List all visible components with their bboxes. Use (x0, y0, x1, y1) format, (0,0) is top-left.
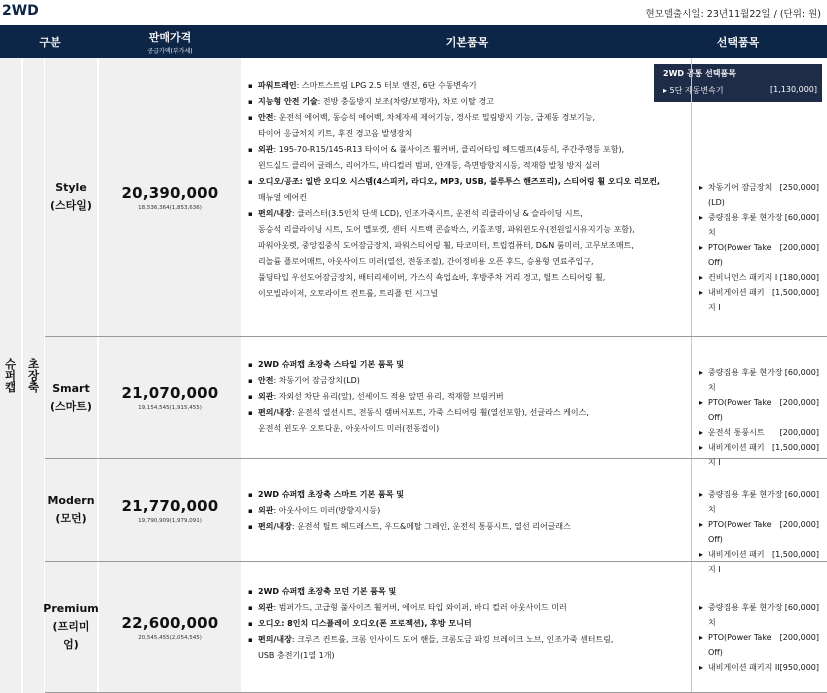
basic-items: ▪ 2WD 슈퍼캡 초장축 스타일 기본 품목 및 ▪ 안전: 차동기어 잠금장치(LD) ▪ 외관: 자외선 차단 유리(앞), 선세이드 적용 앞면 유리, 적재함 브림커버 ▪ 편의/내장: 운전석 열선시트, 전동식 램버서포트, 가죽 스티어링 휠(열선포함), 선글라스 케이스, 운전석 윈도우 오토다운, 아웃사이드 미러(전동접이) (243, 337, 692, 458)
release-meta: 현모델출시일: 23년11월22일 / (단위: 원) (645, 9, 821, 20)
basic-item: ▪ 2WD 슈퍼캡 초장축 스마트 기본 품목 및 (248, 487, 571, 503)
common-option-item: ▸ 5단 자동변속기 [1,130,000] (663, 85, 817, 95)
header-basic: 기본품목 (445, 35, 489, 49)
header-options: 선택품목 (716, 35, 760, 49)
trim-price: 20,390,000 18,536,364(1,853,636) (99, 58, 241, 336)
group-supercab: 슈퍼캡 (0, 58, 21, 693)
basic-item: ▪ 파워트레인: 스마트스트림 LPG 2.5 터보 엔진, 6단 수동변속기 (248, 78, 660, 94)
option-item: ▸ PTO(Power Take Off) [200,000] (699, 240, 819, 270)
basic-item: ▪ 외관: 195-70-R15/145-R13 타이어 & 풀사이즈 휠커버, 클리어타입 헤드램프(4등식, 주간주행등 포함), (248, 142, 660, 158)
option-item: ▸ 내비게이션 패키지 I [1,500,000] (699, 547, 819, 577)
table-header (0, 25, 827, 58)
option-items (699, 562, 819, 692)
trim-price: 21,770,000 19,790,909(1,979,091) (99, 459, 241, 561)
trim-name: Smart (스마트) (45, 337, 97, 458)
option-items (699, 337, 819, 467)
group-long-wheelbase: 초장축 (23, 58, 44, 693)
trim-row-smart (45, 337, 827, 467)
option-item: ▸ 중량짐용 후륜 현가장치 [60,000] (699, 600, 819, 630)
basic-item: ▪ 2WD 슈퍼캡 초장축 모던 기본 품목 및 (248, 584, 613, 600)
common-options-title: 2WD 공통 선택품목 (663, 69, 736, 78)
option-item: ▸ 차동기어 잠금장치(LD) [250,000] (699, 180, 819, 210)
trim-price: 21,070,000 19,154,545(1,915,455) (99, 337, 241, 458)
trim-price: 22,600,000 20,545,455(2,054,545) (99, 562, 241, 692)
basic-items (243, 459, 692, 561)
basic-item: ▪ 편의/내장: 운전석 열선시트, 전동식 램버서포트, 가죽 스티어링 휠(열선포함), 선글라스 케이스, (248, 405, 589, 421)
option-item: ▸ PTO(Power Take Off) [200,000] (699, 630, 819, 660)
option-items (699, 459, 819, 574)
basic-item: ▪ 오디오/공조: 일반 오디오 시스템(4스피커, 라디오, MP3, USB, 블루투스 핸즈프리), 스티어링 휠 오디오 리모컨, (248, 174, 660, 190)
basic-item: ▪ 편의/내장: 크루즈 컨트롤, 크롬 인사이드 도어 핸들, 크롬도금 파킹 브레이크 노브, 인조가죽 센터트림, (248, 632, 613, 648)
basic-item: ▪ 오디오: 8인치 디스플레이 오디오(폰 프로젝션), 후방 모니터 (248, 616, 613, 632)
basic-item: ▪ 지능형 안전 기술: 전방 충돌방지 보조(차량/보행자), 차로 이탈 경고 (248, 94, 660, 110)
header-price: 판매가격 공급가액(부가세) (147, 30, 193, 55)
basic-item: ▪ 편의/내장: 운전석 틸트 헤드레스트, 우드&메탈 그레인, 운전석 통풍시트, 열선 리어글래스 (248, 519, 571, 535)
trim-row-style (45, 58, 827, 337)
option-item: ▸ 중량짐용 후륜 현가장치 [60,000] (699, 487, 819, 517)
trim-row-premium (45, 562, 827, 693)
option-item: ▸ 중량짐용 후륜 현가장치 [60,000] (699, 210, 819, 240)
trim-name: Premium (프리미엄) (45, 562, 97, 692)
option-item: ▸ PTO(Power Take Off) [200,000] (699, 517, 819, 547)
option-item: ▸ 내비게이션 패키지 I [1,500,000] (699, 440, 819, 470)
option-item: ▸ 내비게이션 패키지 II [950,000] (699, 660, 819, 675)
basic-item: ▪ 외관: 자외선 차단 유리(앞), 선세이드 적용 앞면 유리, 적재함 브림커버 (248, 389, 589, 405)
option-item: ▸ 컨비니언스 패키지 I [180,000] (699, 270, 819, 285)
page-title: 2WD (2, 3, 39, 19)
option-item: ▸ PTO(Power Take Off) [200,000] (699, 395, 819, 425)
basic-item: ▪ 안전: 차동기어 잠금장치(LD) (248, 373, 589, 389)
trim-row-modern (45, 459, 827, 574)
basic-item: ▪ 외관: 아웃사이드 미러(방향지시등) (248, 503, 571, 519)
basic-item: ▪ 2WD 슈퍼캡 초장축 스타일 기본 품목 및 (248, 357, 589, 373)
option-item: ▸ 중량짐용 후륜 현가장치 [60,000] (699, 365, 819, 395)
header-category: 구분 (39, 35, 61, 49)
trim-name: Modern (모던) (45, 459, 97, 561)
basic-item: ▪ 외관: 범퍼가드, 고급형 풀사이즈 휠커버, 에어로 타입 와이퍼, 바디 컬러 아웃사이드 미러 (248, 600, 613, 616)
basic-item: ▪ 편의/내장: 클러스터(3.5인치 단색 LCD), 인조가죽시트, 운전석 리클라이닝 & 슬라이딩 시트, (248, 206, 660, 222)
basic-items: ▪ 파워트레인: 스마트스트림 LPG 2.5 터보 엔진, 6단 수동변속기 ▪ 지능형 안전 기술: 전방 충돌방지 보조(차량/보행자), 차로 이탈 경고 ▪ 안전: 운전석 에어백, 동승석 에어백, 차체자세 제어기능, 경사로 밀림방지 기능, 급제동 경보기능, 타이어 응급처치 키트, 후진 경고음 발생장치 ▪ 외관: 195-70-R15/145-R13 타이어 & 풀사이즈 휠커버, 클리어타입 헤드램프(4등식, 주간주행등 포함), 윈드실드 클리어 글래스, 리어가드, 바디컬러 범퍼, 안개등, 측면방향지시등, 적재함 발청 방지 실러 ▪ 오디오/공조: 일반 오디오 시스템(4스피커, 라디오, MP3, USB, 블루투스 핸즈프리), 스티어링 휠 오디오 리모컨, 매뉴얼 에어컨 ▪ 편의/내장: 클러스터(3.5인치 단색 LCD), 인조가죽시트, 운전석 리클라이닝 & 슬라이딩 시트, 동승석 리클라이닝 시트, 도어 맵포켓, 센터 시트백 콘솔박스, 키홀조명, 파워윈도우(전원일시유지기능 포함), 파워아웃렛, 중앙집중식 도어잠금장치, 파워스티어링 휠, 타코미터, 트립컴퓨터, D&N 룸미러, 고무보조매트, 리놀륨 플로어매트, 아웃사이드 미러(열선, 전동조절), 간이정비용 오픈 후드, 승용형 연료주입구, 풀딩타입 우선도어잠금장치, 배터리세이버, 가스식 쇽업쇼바, 후방주차 거리 경고, 틸트 스티어링 휠, 이모빌라이저, 오토라이트 컨트롤, 트리플 턴 시그널 (243, 58, 692, 336)
option-item: ▸ 운전석 통풍시트 [200,000] (699, 425, 819, 440)
option-items (699, 58, 819, 336)
basic-item: ▪ 안전: 운전석 에어백, 동승석 에어백, 차체자세 제어기능, 경사로 밀림방지 기능, 급제동 경보기능, (248, 110, 660, 126)
basic-items: ▪ 2WD 슈퍼캡 초장축 모던 기본 품목 및 ▪ 외관: 범퍼가드, 고급형 풀사이즈 휠커버, 에어로 타입 와이퍼, 바디 컬러 아웃사이드 미러 ▪ 오디오: 8인치 디스플레이 오디오(폰 프로젝션), 후방 모니터 ▪ 편의/내장: 크루즈 컨트롤, 크롬 인사이드 도어 핸들, 크롬도금 파킹 브레이크 노브, 인조가죽 센터트림, USB 충전기(1열 1개) (243, 562, 692, 692)
option-item: ▸ 내비게이션 패키지 I [1,500,000] (699, 285, 819, 315)
trim-name: Style (스타일) (45, 58, 97, 336)
